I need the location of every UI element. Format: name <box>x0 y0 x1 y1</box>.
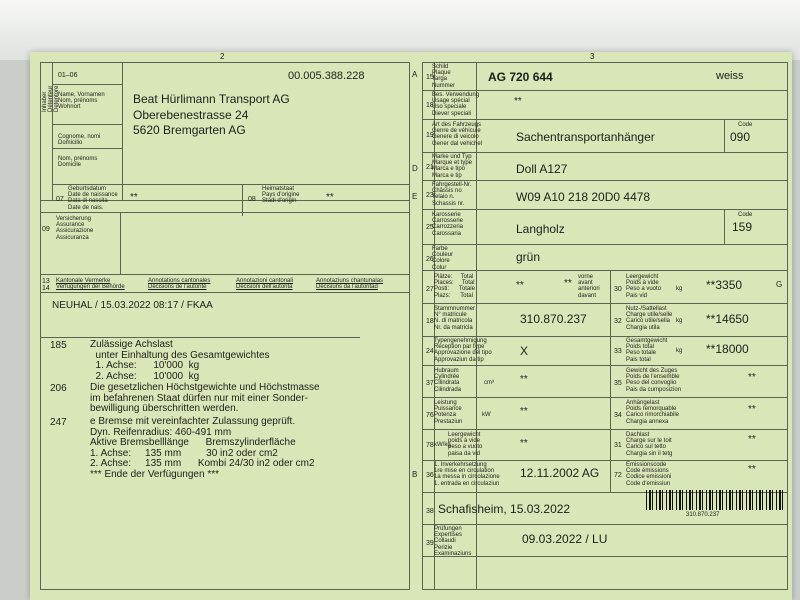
remark-code-206: 206 <box>50 383 67 394</box>
roof-load: ** <box>748 434 756 445</box>
vehicle-type-labels: Art des Fahrzeugs Genre de véhicule Genere di veicolo Gener dal vehichel <box>432 122 483 147</box>
birth-date-value: ** <box>130 192 138 203</box>
matricule-number: 310.870.237 <box>520 312 587 326</box>
displacement-unit: cm³ <box>484 380 494 386</box>
vehicle-type: Sachentransportanhänger <box>516 130 655 144</box>
field-15: 15 <box>426 74 434 81</box>
field-30: 30 <box>614 286 622 293</box>
field-39: 39 <box>426 540 434 547</box>
make-labels: Marke und Typ Marque et type Marca e tipo Marca e tip <box>432 154 473 179</box>
ruler <box>30 52 792 62</box>
power: ** <box>520 406 528 417</box>
name2-labels: Nom, prénoms Domicile <box>58 156 98 169</box>
address-labels: Cognome, nomi Domicilio <box>58 134 101 147</box>
tow-load: ** <box>748 404 756 415</box>
remark-206-text: Die gesetzlichen Höchstgewichte und Höchstmasse im befahrenen Staat dürfen nur mit einer Sonder- bewilligung überschritten werden. <box>90 382 320 414</box>
seats-front-labels: vorne avant anteriori davant <box>578 274 600 299</box>
chassis-number: W09 A10 218 20D0 4478 <box>516 190 651 204</box>
field-72: 72 <box>614 472 622 479</box>
field-27: 27 <box>426 286 434 293</box>
field-13: 13 <box>42 278 50 285</box>
remark-247-text: e Bremse mit vereinfachter Zulassung geprüft. Dyn. Reifenradius: 460-491 mm Aktive Bremsbelllänge Bremszylinderfläche 1. Achse: 135 mm 30 in2 oder cm2 2. Achse: 135 mm Kombi 24/30 in2 oder cm2 *** Ende der Verfügungen *** <box>90 416 315 480</box>
ratio-unit: kW/kg <box>434 442 451 448</box>
insurance-labels: Versicherung Assurance Assicurazione Assicuranza <box>56 216 94 241</box>
row-letter-d: D <box>412 164 418 173</box>
seats-total: ** <box>516 280 524 291</box>
emission-labels: Emissionscode Code émissions Codice emissioni Code d'emissiun <box>626 462 672 487</box>
gross-weight: **18000 <box>706 342 749 356</box>
field-32: 32 <box>614 318 622 325</box>
name-labels: Name, Vornamen Nom, prénoms Wohnort <box>58 92 105 111</box>
cantonal-labels-it: Annotazioni cantonali Decisioni dell'autorità <box>236 278 294 291</box>
chassis-labels: Fahrgestell-Nr. Châssis no Telaio n. Schassis nr. <box>432 182 472 207</box>
payload-weight: **14650 <box>706 312 749 326</box>
approval-labels: Typengenehmigung Réception par type Approvazione del tipo Approvaziun da tip <box>434 338 492 363</box>
field-31: 31 <box>614 442 622 449</box>
holder-side-label: Inhaber Détenteur Detentore <box>42 85 61 112</box>
roof-load-labels: Dachlast Charge sur le toit Carico sul tetto Chargia sin il tetg <box>626 432 673 457</box>
field-35: 35 <box>614 380 622 387</box>
ruler-mark-2: 2 <box>220 52 225 61</box>
empty-weight-unit: kg <box>676 286 683 292</box>
field-26: 26 <box>426 256 434 263</box>
payload-labels: Nutz-/Sattellast Charge utile/selle Carico utile/sella Chargia utila <box>626 306 673 331</box>
payload-unit: kg <box>676 318 683 324</box>
examination-labels: Prüfungen Expertises Collaudi Perizie Examinaziuns <box>434 526 472 557</box>
body-code-label: Code <box>738 212 753 218</box>
field-09: 09 <box>42 226 50 233</box>
field-78: 78 <box>426 442 434 449</box>
body-type: Langholz <box>516 222 565 236</box>
holder-street: Oberebenestrasse 24 <box>133 108 249 122</box>
tow-load-labels: Anhängelast Poids remorquable Carico rimorchiabile Chargia annexa <box>626 400 680 425</box>
plate-labels: Schild Plaque Targa Nummer <box>432 64 456 89</box>
barcode <box>646 490 786 510</box>
registration-number: 00.005.388.228 <box>288 70 365 82</box>
field-34: 34 <box>614 412 622 419</box>
field-24: 24 <box>426 348 434 355</box>
field-38: 38 <box>426 508 434 515</box>
train-weight-labels: Gewicht des Zuges Poids de l'ensemble Peso del convoglio Pais da cumposizion <box>626 368 682 393</box>
field-25: 25 <box>426 224 434 231</box>
special-use-value: ** <box>514 96 522 107</box>
field-23: 23 <box>426 192 434 199</box>
emission-code: ** <box>748 464 756 475</box>
field-37: 37 <box>426 380 434 387</box>
place-date: Schafisheim, 15.03.2022 <box>438 502 571 516</box>
row-letter-b: B <box>412 470 418 479</box>
vehicle-registration-document <box>30 52 792 600</box>
field-76: 76 <box>426 412 434 419</box>
field-14: 14 <box>42 285 50 292</box>
train-weight: ** <box>748 372 756 383</box>
examination-date: 09.03.2022 / LU <box>522 532 608 546</box>
remark-185-text: Zulässige Achslast unter Einhaltung des Gesamtgewichtes 1. Achse: 10'000 kg 2. Achse: 10'000 kg <box>90 339 270 382</box>
power-unit: kW <box>482 412 491 418</box>
displacement-labels: Hubraum Cylindrée Cilindrata Cilindrada <box>434 368 462 393</box>
seats-front-value: ** <box>564 278 572 289</box>
make-type: Doll A127 <box>516 162 568 176</box>
matricule-labels: Stammnummer N° matricule N. di matricola Nr. da matricla <box>434 306 476 331</box>
cantonal-labels-rm: Annotaziuns chantunalas Decisiuns da l'autoritad <box>316 278 384 291</box>
plate-number: AG 720 644 <box>488 70 553 84</box>
plate-color: weiss <box>716 70 744 82</box>
row-letter-g: G <box>776 280 783 289</box>
home-state-value: ** <box>326 192 334 203</box>
field-19: 19 <box>426 132 434 139</box>
holder-name: Beat Hürlimann Transport AG <box>133 92 290 106</box>
vehicle-code-label: Code <box>738 122 753 128</box>
type-approval: X <box>520 344 529 358</box>
body-code: 159 <box>732 220 753 234</box>
body-labels: Karosserie Carrosserie Carrozzeria Carossaria <box>432 212 464 237</box>
empty-weight: **3350 <box>706 278 743 292</box>
first-registration: 12.11.2002 AG <box>520 466 600 480</box>
field-33: 33 <box>614 348 622 355</box>
field-08: 08 <box>248 196 256 203</box>
gross-weight-labels: Gesamtgewicht Poids total Peso totale Pais total <box>626 338 668 363</box>
birth-date-labels: Geburtsdatum Date de naissance Data di nascita Date de nais. <box>68 186 118 211</box>
vehicle-code: 090 <box>730 130 751 144</box>
power-ratio: ** <box>520 438 528 449</box>
field-36: 36 <box>426 472 434 479</box>
vehicle-color: grün <box>516 250 541 264</box>
field-01-06-label: 01–06 <box>58 72 78 79</box>
color-labels: Farbe Couleur Colore Colur <box>432 246 454 271</box>
home-state-labels: Heimatstaat Pays d'origine Stadi d'origin <box>262 186 300 205</box>
field-21: 21 <box>426 164 434 171</box>
field-07: 07 <box>56 196 64 203</box>
power-labels: Leistung Puissance Potenza Prestaziun <box>434 400 463 425</box>
first-registration-labels: 1. Inverkehrsetzung 1re mise en circulation 1a messa in circolazione 1. entrada en circulaziun <box>434 462 500 487</box>
use-labels: Bes. Verwendung Usage spécial Uso speciale Diever speciali <box>432 92 480 117</box>
background <box>0 0 800 60</box>
seats-labels: Plätze: Total Places: Total Posti: Totale Plazs: Total <box>434 274 475 299</box>
barcode-number: 310.870.237 <box>686 512 720 518</box>
displacement: ** <box>520 374 528 385</box>
cantonal-labels-de: Kantonale Vermerke Verfügungen der Behörde <box>56 278 125 291</box>
row-letter-a: A <box>412 70 418 79</box>
remark-code-247: 247 <box>50 417 67 428</box>
field-18: 18 <box>426 102 434 109</box>
cantonal-labels-fr: Annotations cantonales Décisions de l'autorité <box>148 278 211 291</box>
issue-stamp: NEUHAL / 15.03.2022 08:17 / FKAA <box>52 300 213 311</box>
power-ratio-labels: Leergewicht poids à vide peso a vuoto paisa da vid <box>448 432 483 457</box>
gross-weight-unit: kg <box>676 348 683 354</box>
holder-city: 5620 Bremgarten AG <box>133 123 246 137</box>
remark-code-185: 185 <box>50 340 67 351</box>
field-18b: 18 <box>426 318 434 325</box>
row-letter-e: E <box>412 192 418 201</box>
ruler-mark-3: 3 <box>590 52 595 61</box>
empty-weight-labels: Leergewicht Poids à vide Peso a vuoto Pais vid <box>626 274 662 299</box>
